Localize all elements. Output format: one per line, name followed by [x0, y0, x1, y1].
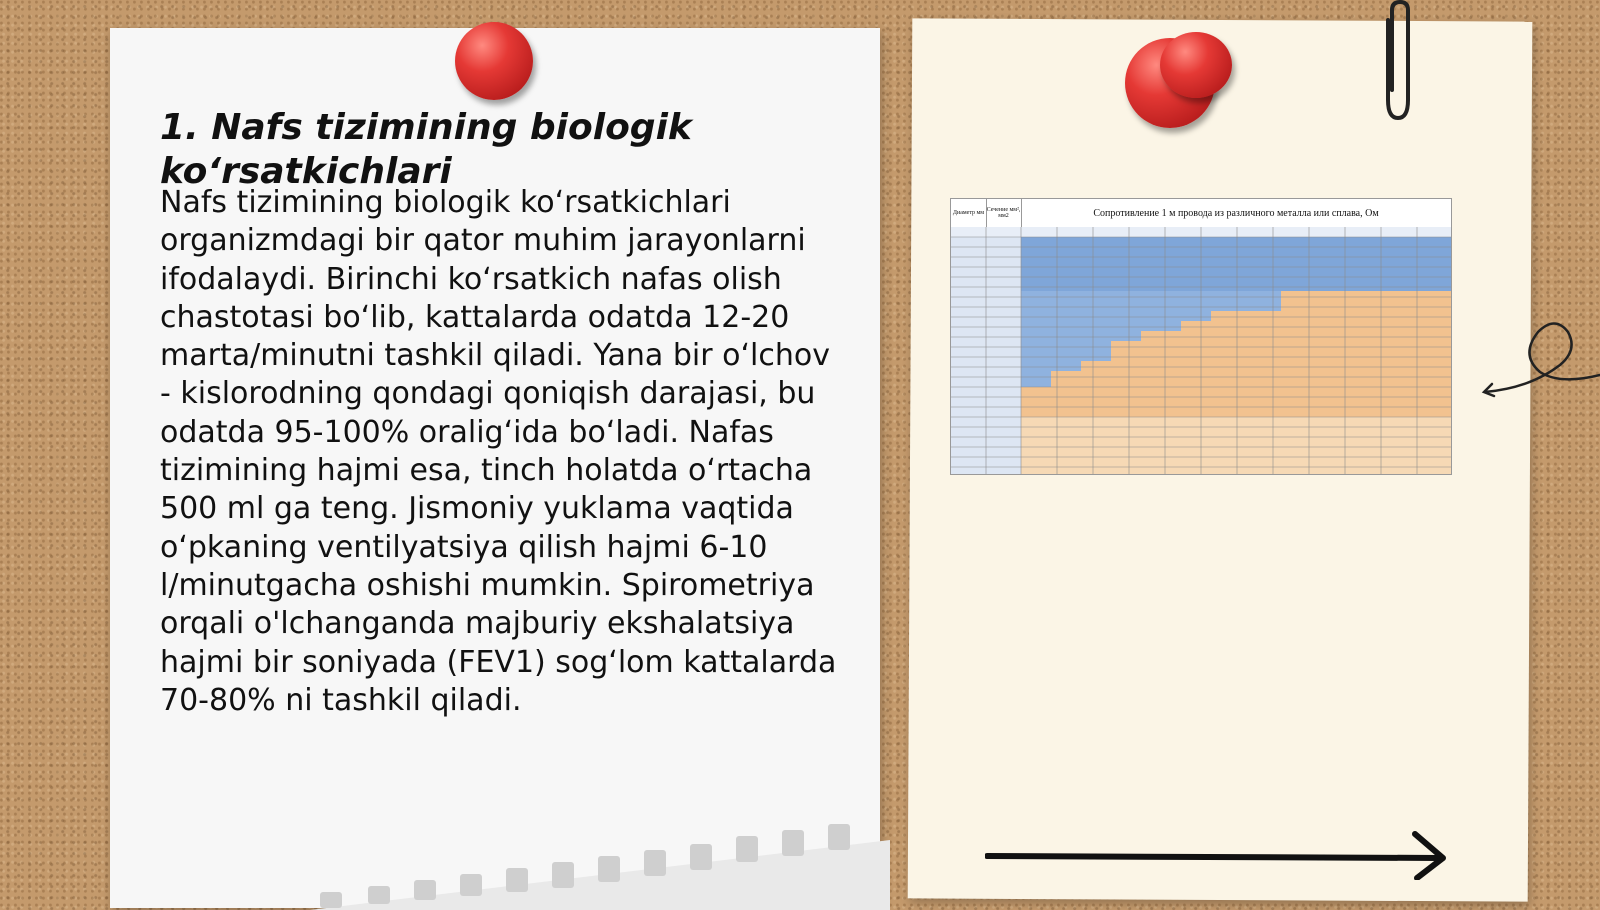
resistance-table-image [950, 198, 1452, 475]
red-pushpin-icon [1160, 32, 1232, 98]
table-caption: Сопротивление 1 м провода из различного металла или сплава, Ом [1021, 199, 1451, 228]
paperclip-icon [1370, 0, 1420, 125]
note-title: 1. Nafs tizimining biologik ko‘rsatkichlari [160, 107, 692, 192]
note-body: Nafs tizimining biologik ko‘rsatkichlari organizmdagi bir qator muhim jarayonlarni ifodalaydi. Birinchi ko‘rsatkich nafas olish chastotasi bo‘lib, kattalarda odatda 12-20 marta/minutni tashkil qiladi. Yana bir o‘lchov - kislorodning qondagi qoniqish darajasi, bu odatda 95-100% oralig‘ida bo‘ladi. Nafas tizimining hajmi esa, tinch holatda o‘rtacha 500 ml ga teng. Jismoniy yuklama vaqtida o‘pkaning ventilyatsiya qilish hajmi 6-10 l/minutgacha oshishi mumkin. Spirometriya orqali o'lchanganda majburiy ekshalatsiya hajmi bir soniyada (FEV1) sog‘lom kattalarda 70-80% ni tashkil qiladi. [160, 185, 837, 718]
table-cells [951, 227, 1451, 474]
table-header-diameter: Диаметр мм [951, 199, 987, 227]
right-arrow-icon [985, 830, 1455, 880]
red-pushpin-icon [455, 22, 533, 100]
torn-paper-edge [310, 820, 890, 910]
loop-arrow-doodle-icon [1480, 310, 1600, 410]
table-header-section: Сечение мм², мм2 [986, 199, 1022, 227]
